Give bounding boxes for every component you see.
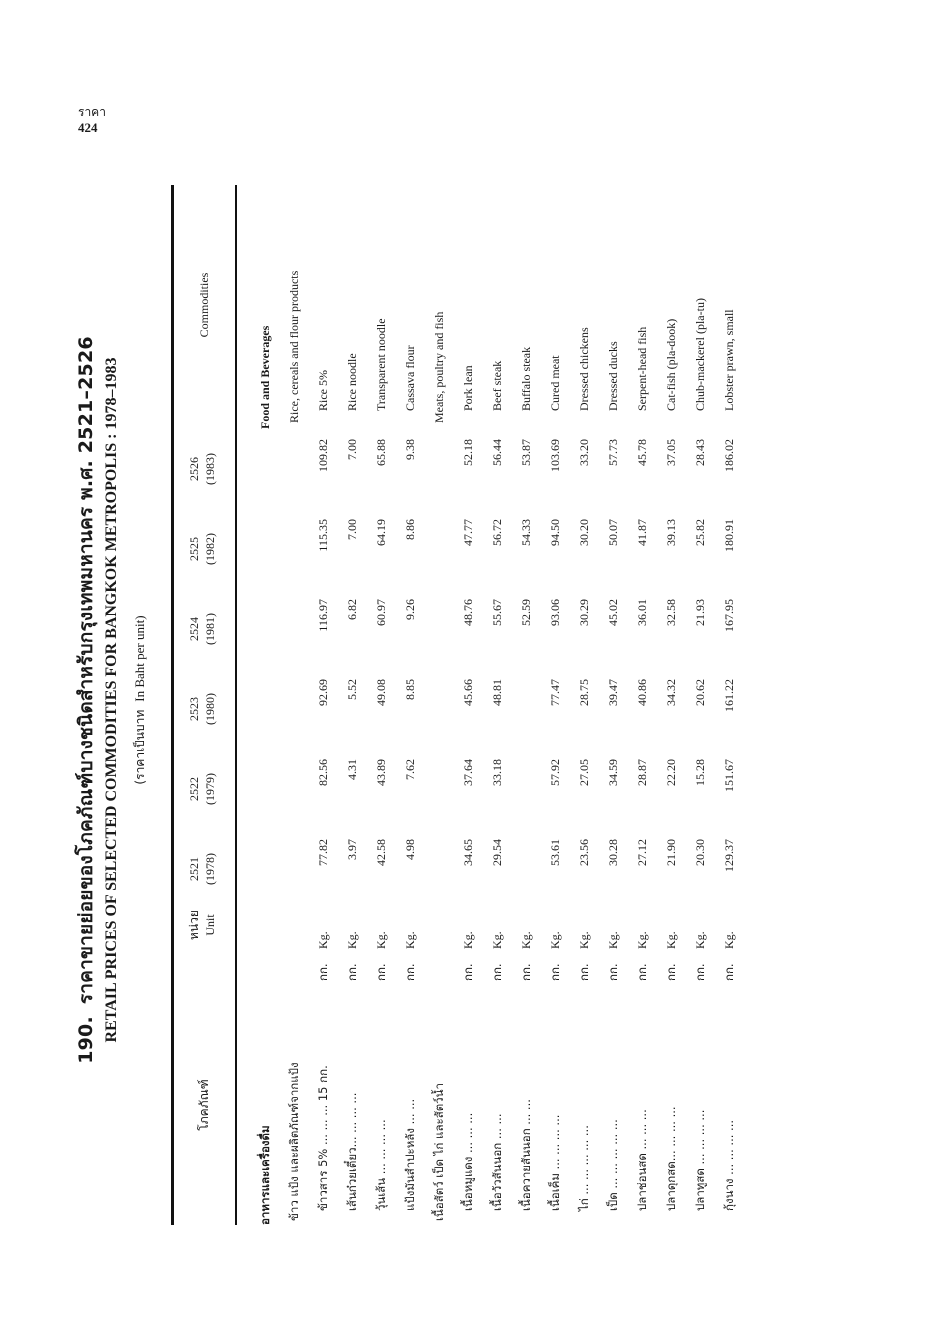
price-value: 56.44	[490, 439, 504, 466]
price-value: 42.58	[374, 839, 388, 866]
price-value: 48.81	[490, 679, 504, 706]
header-rule	[235, 185, 237, 1225]
price-value: 129.37	[722, 839, 736, 872]
price-value: 8.85	[403, 679, 417, 700]
price-value: 151.67	[722, 759, 736, 792]
header-year-be: 2526	[187, 457, 201, 481]
commodity-thai: วุ้นเส้น ... ... ... ...	[373, 1119, 388, 1211]
price-value: 45.02	[606, 599, 620, 626]
header-unit-english: Unit	[203, 914, 217, 936]
price-value: 37.05	[664, 439, 678, 466]
header-year-be: 2522	[187, 777, 201, 801]
unit-thai: กก.	[576, 963, 591, 981]
price-value: 34.59	[606, 759, 620, 786]
section-thai: อาหารและเครื่องดื่ม	[257, 1125, 272, 1225]
commodity-english: Transparent noodle	[374, 318, 388, 411]
price-value: 45.66	[461, 679, 475, 706]
price-value: 21.93	[693, 599, 707, 626]
title-english: RETAIL PRICES OF SELECTED COMMODITIES FOR BANGKOK METROPOLIS : 1978–1983	[103, 357, 120, 1043]
section-english: Food and Beverages	[258, 325, 272, 429]
price-table	[251, 185, 744, 1225]
commodity-thai: ปลาทูสด ... ... ... ...	[692, 1109, 707, 1211]
price-value: 57.73	[606, 439, 620, 466]
title-thai-text: ราคาขายย่อยของโภคภัณฑ์บางชนิดสำหรับกรุงเทพมหานคร พ.ศ. 2521–2526	[75, 336, 97, 1005]
header-year-ce: (1981)	[203, 613, 217, 645]
commodity-english: Rice noodle	[345, 353, 359, 411]
commodity-thai: ข้าวสาร 5% ... ... ... 15 กก.	[315, 1065, 330, 1211]
price-value: 45.78	[635, 439, 649, 466]
price-value: 53.87	[519, 439, 533, 466]
price-value: 30.29	[577, 599, 591, 626]
price-value: 28.75	[577, 679, 591, 706]
unit-thai: กก.	[692, 963, 707, 981]
price-table-body	[251, 185, 744, 1225]
unit-english: Kg.	[548, 931, 562, 949]
unit-english: Kg.	[722, 931, 736, 949]
spacer-cell	[251, 429, 280, 985]
group-thai: ข้าว แป้ง และผลิตภัณฑ์จากแป้ง	[286, 1062, 301, 1221]
price-value: 109.82	[316, 439, 330, 472]
commodity-thai: เนื้อวัวสันนอก ... ...	[489, 1113, 504, 1211]
unit-thai: กก.	[518, 963, 533, 981]
commodity-english: Rice 5%	[316, 370, 330, 411]
unit-english: Kg.	[519, 931, 533, 949]
price-value: 3.97	[345, 839, 359, 860]
top-rule	[171, 185, 174, 1225]
price-value: 186.02	[722, 439, 736, 472]
price-value: 37.64	[461, 759, 475, 786]
table-row	[396, 185, 425, 1225]
price-value: 48.76	[461, 599, 475, 626]
unit-english: Kg.	[693, 931, 707, 949]
header-year-ce: (1978)	[203, 853, 217, 885]
commodity-thai: ปลาดุกสด... ... ... ...	[663, 1106, 678, 1211]
unit-thai: กก.	[547, 963, 562, 981]
price-value: 52.18	[461, 439, 475, 466]
price-value: 28.87	[635, 759, 649, 786]
table-row	[338, 185, 367, 1225]
unit-note	[131, 185, 150, 1215]
price-value: 23.56	[577, 839, 591, 866]
price-value: 22.20	[664, 759, 678, 786]
price-value: 41.87	[635, 519, 649, 546]
unit-thai: กก.	[315, 963, 330, 981]
price-value: 5.52	[345, 679, 359, 700]
table-row	[628, 185, 657, 1225]
price-value: 115.35	[316, 519, 330, 552]
unit-thai: กก.	[489, 963, 504, 981]
commodity-thai: เนื้อเค็ม ... ... ... ...	[547, 1114, 562, 1211]
price-value: 77.82	[316, 839, 330, 866]
price-value: 29.54	[490, 839, 504, 866]
price-value: 50.07	[606, 519, 620, 546]
price-value	[512, 749, 541, 829]
price-value: 54.33	[519, 519, 533, 546]
price-value: 103.69	[548, 439, 562, 472]
table-row	[483, 185, 512, 1225]
price-value: 65.88	[374, 439, 388, 466]
unit-english: Kg.	[606, 931, 620, 949]
price-value	[512, 669, 541, 749]
price-value: 34.32	[664, 679, 678, 706]
group-english: Rice, cereals and flour products	[287, 270, 301, 423]
price-value: 7.62	[403, 759, 417, 780]
price-value: 60.97	[374, 599, 388, 626]
price-value: 43.89	[374, 759, 388, 786]
table-row	[454, 185, 483, 1225]
price-value: 6.82	[345, 599, 359, 620]
price-value: 161.22	[722, 679, 736, 712]
unit-thai: กก.	[402, 963, 417, 981]
unit-english: Kg.	[461, 931, 475, 949]
price-value: 92.69	[316, 679, 330, 706]
title-thai	[71, 185, 101, 1215]
price-value: 49.08	[374, 679, 388, 706]
price-value: 39.13	[664, 519, 678, 546]
price-value: 55.67	[490, 599, 504, 626]
unit-thai: กก.	[634, 963, 649, 981]
table-row	[309, 185, 338, 1225]
price-value: 21.90	[664, 839, 678, 866]
header-year-ce: (1982)	[203, 533, 217, 565]
table-row	[512, 185, 541, 1225]
price-value: 15.28	[693, 759, 707, 786]
table-row	[280, 185, 309, 1225]
commodity-english: Cassava flour	[403, 345, 417, 411]
table-number: 190.	[75, 1016, 97, 1064]
unit-english: Kg.	[635, 931, 649, 949]
commodity-thai: เนื้อหมูแดง ... ... ...	[460, 1112, 475, 1211]
price-value: 93.06	[548, 599, 562, 626]
price-value: 30.28	[606, 839, 620, 866]
commodity-thai: เส้นก๋วยเตี๋ยว... ... ... ...	[344, 1092, 359, 1211]
unit-note-english: In Baht per unit)	[132, 615, 147, 702]
commodity-english: Buffalo steak	[519, 346, 533, 411]
price-value: 77.47	[548, 679, 562, 706]
header-year-be: 2523	[187, 697, 201, 721]
table-row	[657, 185, 686, 1225]
price-value: 9.26	[403, 599, 417, 620]
price-value: 34.65	[461, 839, 475, 866]
price-value: 7.00	[345, 519, 359, 540]
commodity-english: Chub-mackerel (pla-tu)	[693, 298, 707, 411]
table-row	[425, 185, 454, 1225]
price-value: 82.56	[316, 759, 330, 786]
price-value: 27.05	[577, 759, 591, 786]
header-commodity-thai: โภคภัณฑ์	[197, 1079, 211, 1131]
header-year-be: 2525	[187, 537, 201, 561]
price-value: 33.18	[490, 759, 504, 786]
unit-thai: กก.	[605, 963, 620, 981]
commodity-thai: ไก่ ... ... ... ... ...	[576, 1125, 591, 1211]
spacer-cell	[425, 429, 454, 985]
price-value: 27.12	[635, 839, 649, 866]
price-value: 116.97	[316, 599, 330, 632]
commodity-thai: แป้งมันสำปะหลัง ... ...	[402, 1098, 417, 1211]
unit-english: Kg.	[664, 931, 678, 949]
unit-english: Kg.	[345, 931, 359, 949]
price-value: 20.62	[693, 679, 707, 706]
commodity-english: Beef steak	[490, 360, 504, 411]
unit-english: Kg.	[374, 931, 388, 949]
price-value: 57.92	[548, 759, 562, 786]
unit-english: Kg.	[577, 931, 591, 949]
commodity-english: Dressed ducks	[606, 341, 620, 411]
table-row	[599, 185, 628, 1225]
unit-thai: กก.	[663, 963, 678, 981]
page-label: ราคา	[78, 105, 106, 119]
page-number-block	[78, 104, 106, 136]
price-value: 94.50	[548, 519, 562, 546]
rotated-table-page	[71, 185, 881, 1225]
price-value: 28.43	[693, 439, 707, 466]
header-year-ce: (1983)	[203, 453, 217, 485]
price-value: 167.95	[722, 599, 736, 632]
table-row	[686, 185, 715, 1225]
unit-thai: กก.	[460, 963, 475, 981]
unit-english: Kg.	[403, 931, 417, 949]
commodity-english: Dressed chickens	[577, 327, 591, 411]
header-year-be: 2524	[187, 617, 201, 641]
unit-english: Kg.	[316, 931, 330, 949]
group-english: Meats, poultry and fish	[432, 311, 446, 423]
header-commodities-english: Commodities	[197, 272, 211, 338]
commodity-english: Cured meat	[548, 355, 562, 411]
table-row	[367, 185, 396, 1225]
commodity-english: Serpent-head fish	[635, 326, 649, 411]
price-value: 20.30	[693, 839, 707, 866]
price-value: 25.82	[693, 519, 707, 546]
price-value: 180.91	[722, 519, 736, 552]
unit-note-thai: (ราคาเป็นบาท	[133, 709, 147, 785]
header-year-ce: (1980)	[203, 693, 217, 725]
commodity-thai: กุ้งนาง ... ... ... ...	[721, 1119, 736, 1211]
price-value: 39.47	[606, 679, 620, 706]
unit-thai: กก.	[721, 963, 736, 981]
commodity-english: Cat-fish (pla-dook)	[664, 318, 678, 411]
price-value: 47.77	[461, 519, 475, 546]
price-value: 53.61	[548, 839, 562, 866]
price-value: 64.19	[374, 519, 388, 546]
price-value: 52.59	[519, 599, 533, 626]
commodity-thai: เป็ด ... ... ... ... ...	[605, 1119, 620, 1211]
header-year-ce: (1979)	[203, 773, 217, 805]
group-thai: เนื้อสัตว์ เป็ด ไก่ และสัตว์น้ำ	[431, 1083, 446, 1221]
spacer-cell	[280, 429, 309, 985]
commodity-thai: ปลาช่อนสด ... ... ...	[634, 1109, 649, 1211]
page-number: 424	[78, 120, 98, 135]
unit-thai: กก.	[344, 963, 359, 981]
table-row	[541, 185, 570, 1225]
price-value: 7.00	[345, 439, 359, 460]
unit-english: Kg.	[490, 931, 504, 949]
price-value	[512, 829, 541, 909]
price-value: 30.20	[577, 519, 591, 546]
price-value: 32.58	[664, 599, 678, 626]
price-value: 56.72	[490, 519, 504, 546]
commodity-english: Lobster prawn, small	[722, 309, 736, 411]
table-row	[570, 185, 599, 1225]
price-value: 9.38	[403, 439, 417, 460]
commodity-thai: เนื้อควายสันนอก ... ...	[518, 1099, 533, 1211]
price-value: 36.01	[635, 599, 649, 626]
unit-thai: กก.	[373, 963, 388, 981]
price-value: 33.20	[577, 439, 591, 466]
commodity-english: Pork lean	[461, 365, 475, 411]
table-row	[251, 185, 280, 1225]
header-year-be: 2521	[187, 857, 201, 881]
price-value: 4.31	[345, 759, 359, 780]
price-value: 8.86	[403, 519, 417, 540]
table-row	[715, 185, 744, 1225]
header-unit-thai: หน่วย	[187, 910, 201, 940]
price-value: 40.86	[635, 679, 649, 706]
price-value: 4.98	[403, 839, 417, 860]
